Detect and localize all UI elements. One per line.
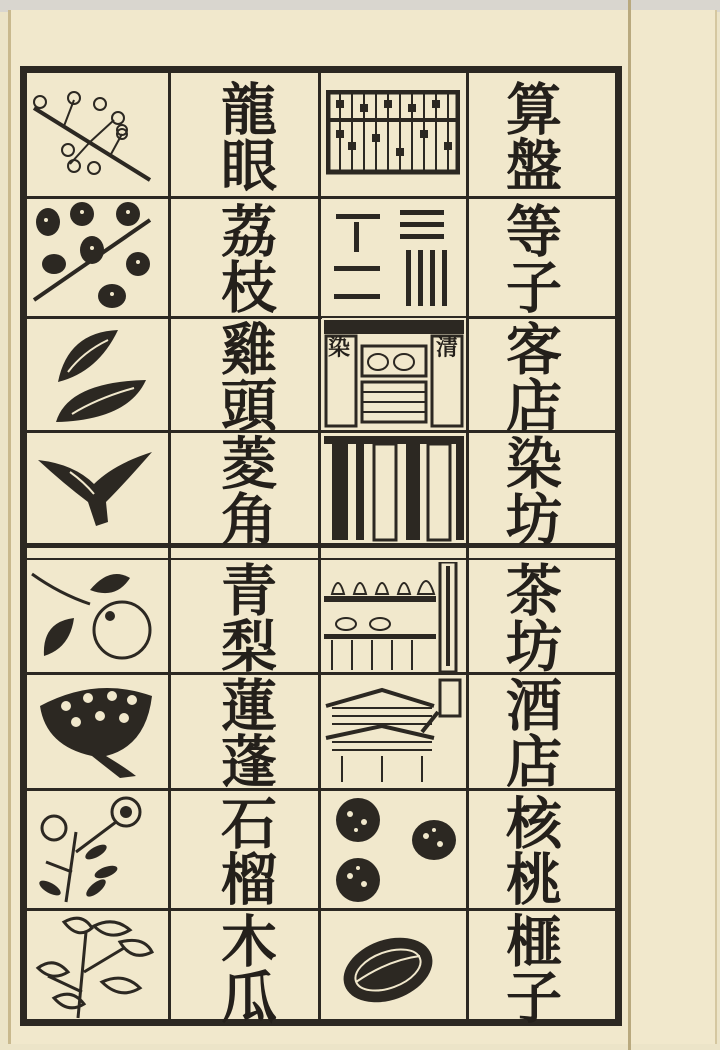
label-inn: 客店 — [497, 320, 563, 432]
label-lychee: 荔枝 — [212, 202, 278, 314]
torreya-nut-illustration — [338, 920, 458, 1010]
longan-illustration — [30, 90, 162, 190]
label-wine-shop: 酒店 — [497, 676, 563, 788]
label-torreya: 榧子 — [497, 912, 563, 1024]
pomegranate-illustration — [36, 792, 156, 906]
label-longan: 龍眼 — [212, 80, 278, 192]
row-divider — [24, 788, 618, 791]
label-dye-shop: 染坊 — [497, 434, 563, 546]
label-quince: 木瓜 — [212, 912, 278, 1024]
abacus-illustration — [326, 90, 460, 180]
counting-rods-illustration — [330, 206, 460, 310]
shop-sign-left: 染 — [327, 335, 350, 361]
row-divider — [24, 316, 618, 319]
shop-sign-right: 清 — [435, 335, 458, 361]
page-fold-edge — [628, 0, 631, 1050]
foxnut-illustration — [38, 322, 156, 428]
water-caltrop-illustration — [34, 444, 156, 530]
label-water-caltrop: 菱角 — [212, 434, 278, 546]
label-tea-house: 茶坊 — [497, 561, 563, 673]
wine-shop-illustration — [322, 676, 466, 786]
label-lotus-pod: 蓮蓬 — [212, 676, 278, 788]
label-green-pear: 青梨 — [212, 561, 278, 673]
green-pear-illustration — [30, 564, 162, 668]
walnuts-illustration — [330, 792, 460, 904]
quince-illustration — [34, 912, 158, 1022]
dyed-cloth-illustration — [322, 434, 466, 542]
row-divider — [24, 196, 618, 199]
tea-shop-illustration — [322, 562, 466, 672]
label-walnut: 核桃 — [497, 794, 563, 906]
label-pomegranate: 石榴 — [212, 794, 278, 906]
label-scale: 等子 — [497, 202, 563, 314]
lotus-pod-illustration — [36, 676, 156, 782]
lychee-illustration — [30, 200, 162, 312]
label-foxnut: 雞頭 — [212, 320, 278, 432]
label-abacus: 算盤 — [497, 80, 563, 192]
row-divider — [24, 908, 618, 911]
